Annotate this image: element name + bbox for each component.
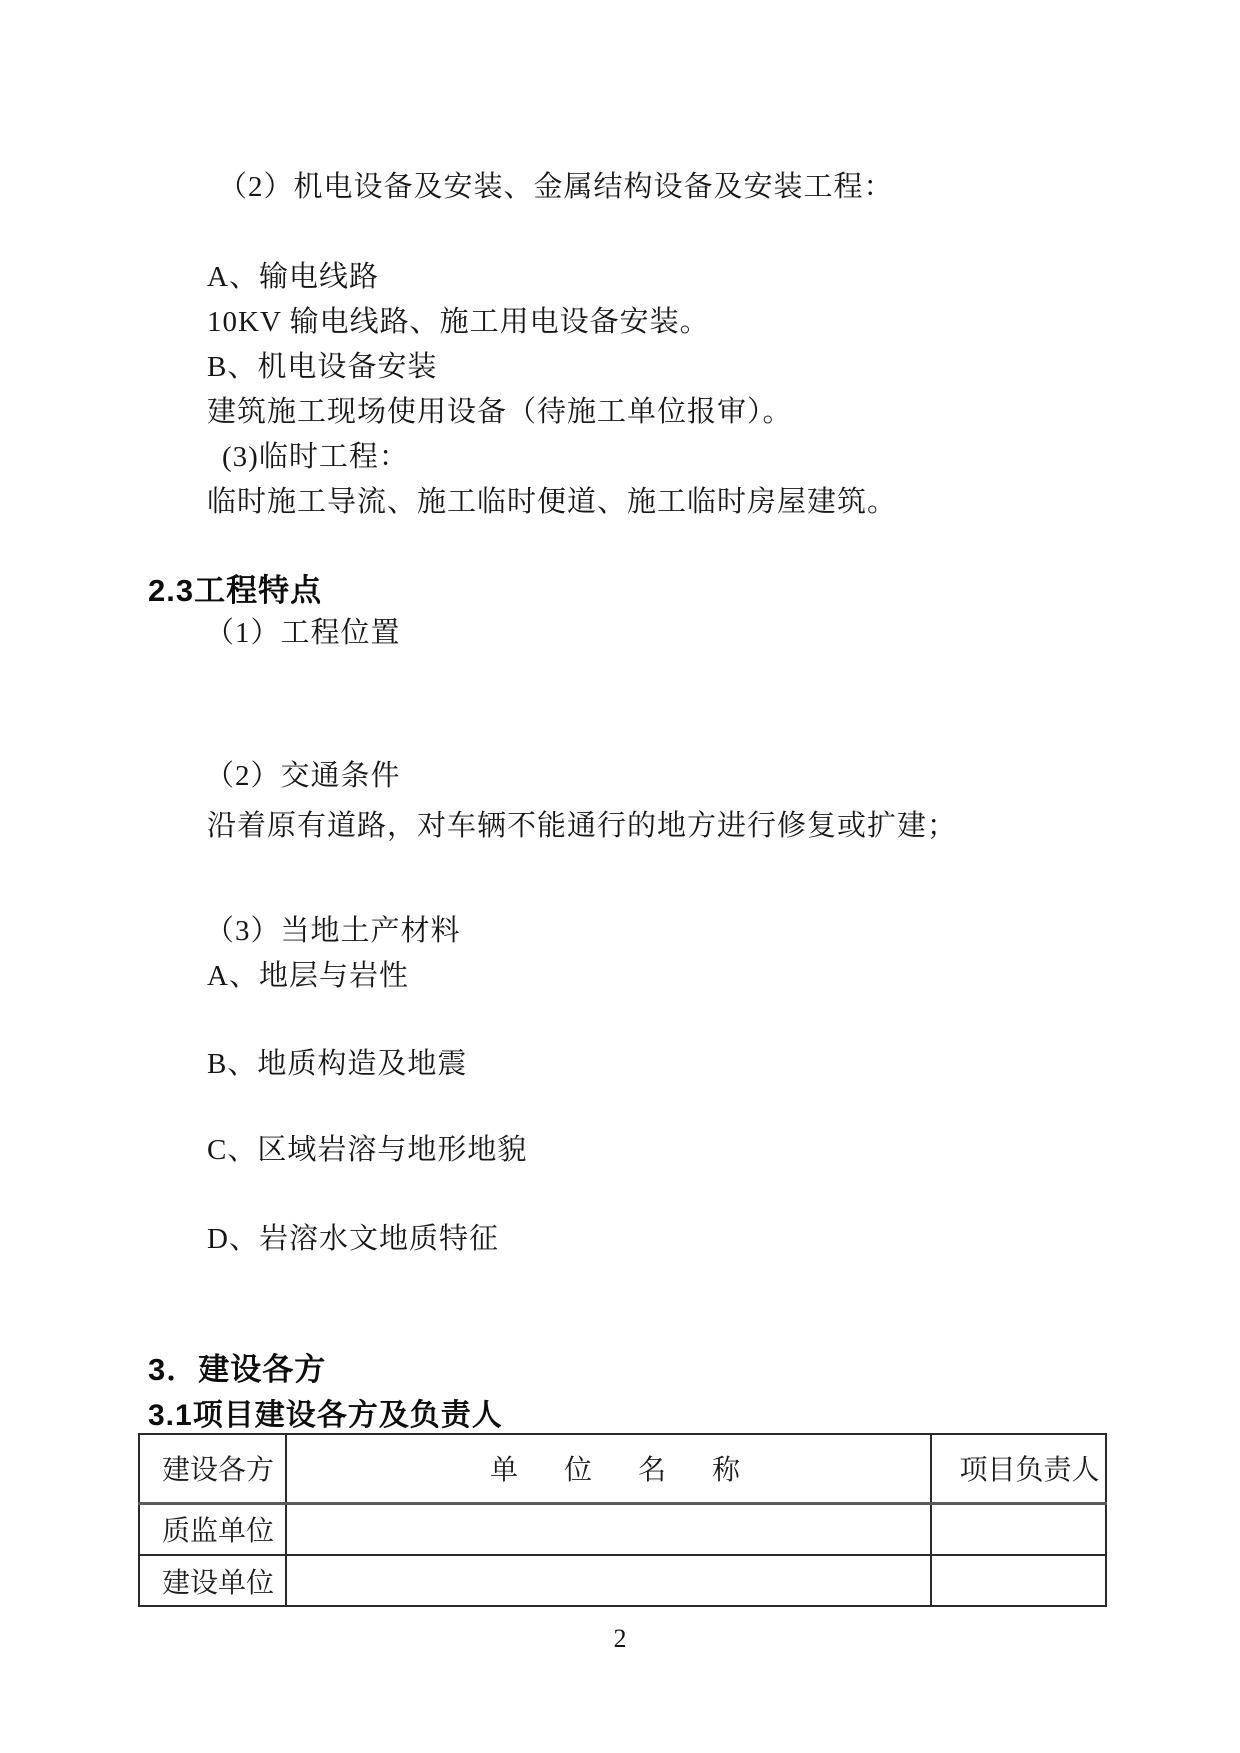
table-cell-leader <box>931 1503 1106 1555</box>
features-item-location: （1）工程位置 <box>205 617 401 649</box>
paragraph-equipment-heading: （2）机电设备及安装、金属结构设备及安装工程： <box>218 171 894 203</box>
section-subheading-parties: 3.1项目建设各方及负责人 <box>148 1399 503 1432</box>
table-header-leader: 项目负责人 <box>931 1434 1106 1503</box>
parties-table <box>138 1433 1107 1607</box>
table-header-row <box>139 1434 1106 1503</box>
features-sub-a: A、地层与岩性 <box>207 960 409 992</box>
page-number: 2 <box>613 1624 627 1653</box>
features-sub-d: D、岩溶水文地质特征 <box>207 1223 499 1255</box>
paragraph-item-temp: (3)临时工程： <box>222 441 409 473</box>
features-sub-c: C、区域岩溶与地形地貌 <box>207 1134 528 1166</box>
paragraph-item-temp-detail: 临时施工导流、施工临时便道、施工临时房屋建筑。 <box>207 486 898 518</box>
table-cell-leader <box>931 1555 1106 1606</box>
features-sub-b: B、地质构造及地震 <box>207 1048 468 1080</box>
table-cell-party: 建设单位 <box>139 1555 286 1606</box>
section-heading-parties: 3．建设各方 <box>148 1352 327 1387</box>
table-cell-unit <box>286 1555 931 1606</box>
table-cell-party: 质监单位 <box>139 1503 286 1555</box>
table-header-unit-name: 单 位 名 称 <box>286 1434 931 1503</box>
features-item-traffic: （2）交通条件 <box>205 760 401 792</box>
section-heading-features: 2.3工程特点 <box>148 573 323 608</box>
paragraph-item-a-detail: 10KV 输电线路、施工用电设备安装。 <box>207 306 710 338</box>
paragraph-item-a: A、输电线路 <box>207 261 379 293</box>
features-item-materials: （3）当地土产材料 <box>205 915 461 947</box>
features-item-traffic-detail: 沿着原有道路，对车辆不能通行的地方进行修复或扩建； <box>207 810 958 842</box>
table-row <box>139 1555 1106 1606</box>
table-cell-unit <box>286 1503 931 1555</box>
table-row <box>139 1503 1106 1555</box>
table-header-party: 建设各方 <box>139 1434 286 1503</box>
paragraph-item-b-detail: 建筑施工现场使用设备（待施工单位报审）。 <box>207 396 793 428</box>
paragraph-item-b: B、机电设备安装 <box>207 351 438 383</box>
